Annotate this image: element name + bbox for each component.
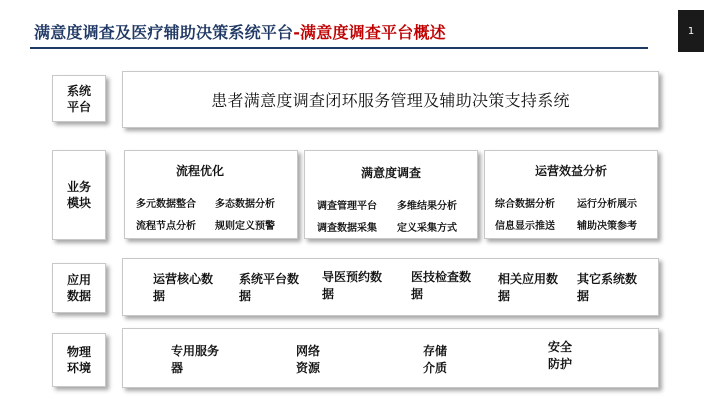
application-item: 系统平台数据 xyxy=(239,272,300,303)
module-item: 多维结果分析 xyxy=(397,201,457,212)
module-item: 定义采集方式 xyxy=(397,223,457,234)
physical-item: 专用服务器 xyxy=(171,344,220,375)
module-item: 运行分析展示 xyxy=(577,199,637,210)
module-title: 满意度调查 xyxy=(360,166,421,180)
module-item: 信息显示推送 xyxy=(495,221,555,232)
row-label-application xyxy=(52,263,106,313)
row-label-platform xyxy=(52,75,106,122)
physical-item: 网络资源 xyxy=(296,344,321,375)
module-item: 综合数据分析 xyxy=(495,199,555,210)
module-item: 多态数据分析 xyxy=(215,199,275,210)
slide-title-main: 满意度调查及医疗辅助决策系统平台 xyxy=(34,23,294,42)
application-item: 相关应用数据 xyxy=(498,272,559,303)
module-item: 规则定义预警 xyxy=(215,221,275,232)
physical-environment-box xyxy=(122,328,659,388)
slide-title-sub: -满意度调查平台概述 xyxy=(293,23,446,42)
application-item: 医技检查数据 xyxy=(411,270,472,301)
row-label-physical xyxy=(52,333,106,387)
row-label-business xyxy=(52,150,106,240)
platform-name: 患者满意度调查闭环服务管理及辅助决策支持系统 xyxy=(211,91,570,110)
page-number-text: 1 xyxy=(687,25,695,37)
module-item: 多元数据整合 xyxy=(136,199,196,210)
row-label-physical-text: 物理环境 xyxy=(66,345,91,375)
module-satisfaction-survey xyxy=(304,150,478,239)
application-item: 其它系统数据 xyxy=(577,272,638,303)
module-title: 运营效益分析 xyxy=(534,164,607,178)
module-title: 流程优化 xyxy=(175,164,224,178)
application-item: 运营核心数据 xyxy=(153,272,214,303)
platform-box xyxy=(122,71,659,128)
module-item: 流程节点分析 xyxy=(136,221,196,232)
physical-item: 存储介质 xyxy=(423,344,448,375)
module-process-optimization xyxy=(124,150,298,239)
title-underline xyxy=(30,47,648,49)
physical-item: 安全防护 xyxy=(548,340,573,371)
row-label-business-text: 业务模块 xyxy=(66,180,91,210)
module-operational-benefit-analysis xyxy=(484,150,658,239)
row-label-application-text: 应用数据 xyxy=(66,273,91,303)
row-label-platform-text: 系统平台 xyxy=(66,83,91,114)
page-number xyxy=(678,10,704,52)
application-item: 导医预约数据 xyxy=(322,270,383,301)
module-item: 辅助决策参考 xyxy=(577,221,637,232)
application-data-box xyxy=(122,258,659,316)
module-item: 调查数据采集 xyxy=(317,223,377,234)
slide-title xyxy=(34,20,446,43)
module-item: 调查管理平台 xyxy=(317,201,377,212)
